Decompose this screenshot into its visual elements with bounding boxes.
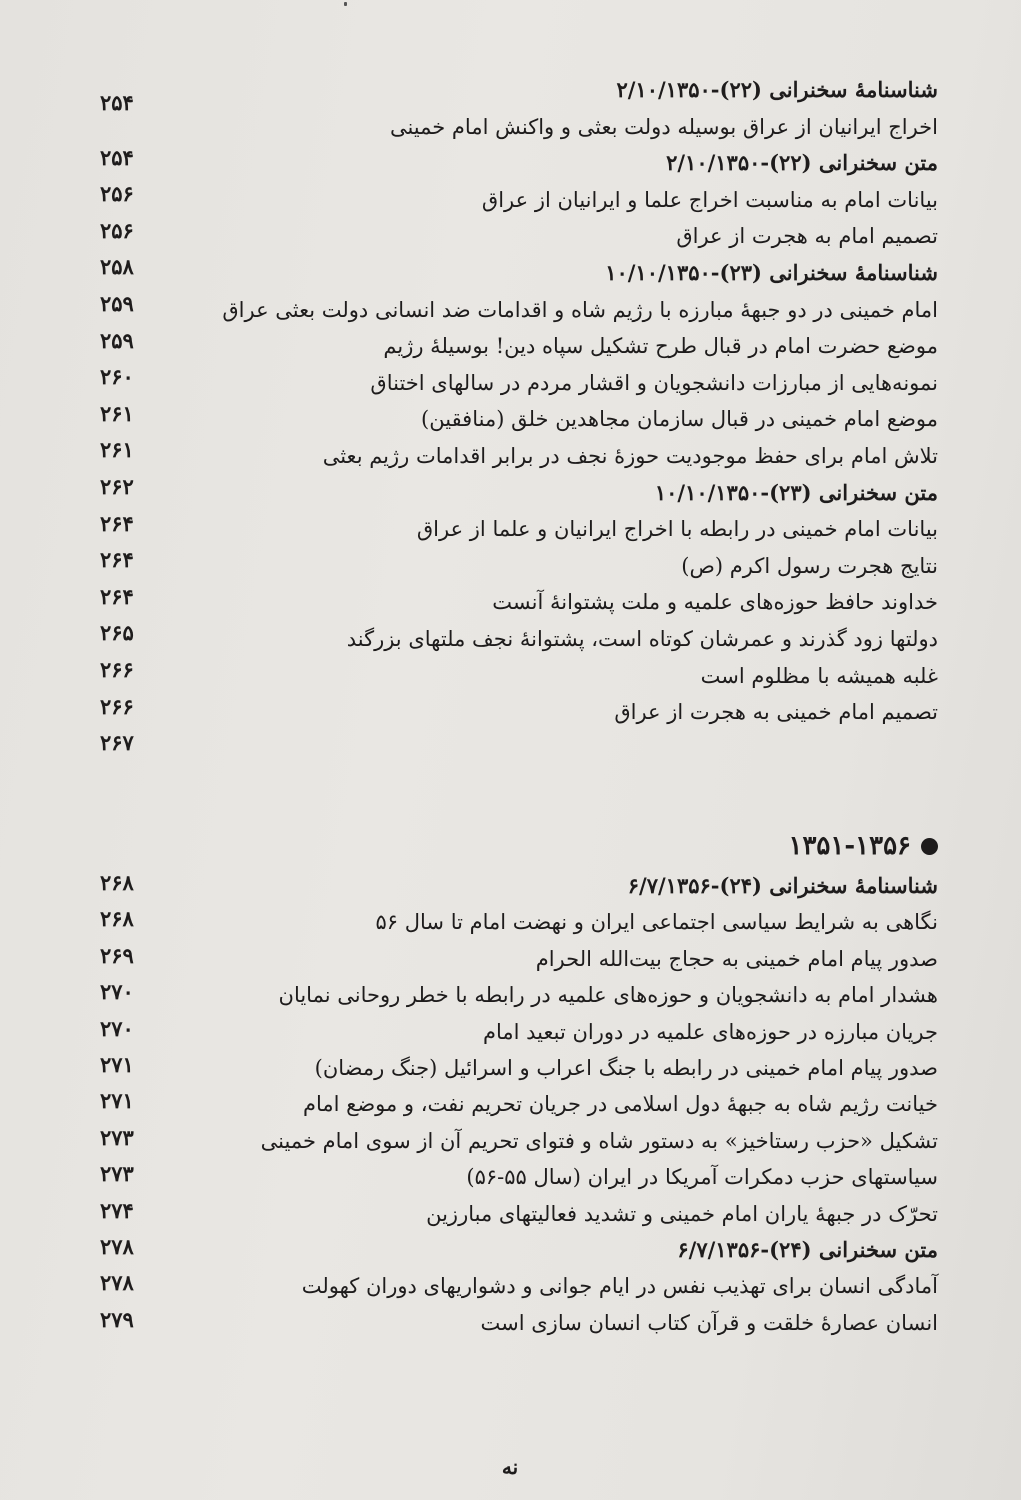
toc-page-number: ۲۷۰ (100, 979, 134, 1005)
toc-entry-title: امام خمینی در دو جبههٔ مبارزه با رژیم شاه و اقدامات ضد انسانی دولت بعثی عراق (222, 297, 938, 322)
toc-entry (90, 1268, 938, 1304)
toc-entry (90, 584, 938, 620)
bullet-icon (921, 838, 938, 855)
toc-entry (90, 218, 938, 254)
toc-entry-title: سیاستهای حزب دمکرات آمریکا در ایران (سال ۵۵-۵۶) (466, 1165, 938, 1190)
toc-entry (90, 1014, 938, 1050)
toc-heading: متن سخنرانی (۲۴)-۶/۷/۱۳۵۶ (677, 1237, 938, 1262)
toc-page-number: ۲۶۷ (100, 730, 134, 756)
toc-page-number: ۲۶۸ (100, 870, 134, 895)
toc-page-number: ۲۵۶ (100, 217, 134, 243)
toc-heading: متن سخنرانی (۲۳)-۱۰/۱۰/۱۳۵۰ (654, 479, 938, 505)
toc-entry-title: تصمیم امام خمینی به هجرت از عراق (614, 700, 938, 725)
toc-entry (90, 145, 938, 181)
section-label: ۱۳۵۱-۱۳۵۶ (788, 831, 911, 861)
toc-entry-title: غلبه همیشه با مظلوم است (700, 663, 938, 688)
toc-entry-title: تصمیم امام به هجرت از عراق (676, 224, 938, 249)
toc-entry-title: صدور پیام امام خمینی به حجاج بیت‌الله الحرام (535, 946, 938, 971)
toc-page-number: ۲۶۴ (100, 583, 134, 609)
toc-entry (90, 328, 938, 364)
toc-entry-title: موضع امام خمینی در قبال سازمان مجاهدین خلق (منافقین) (421, 407, 938, 432)
section-heading (700, 826, 938, 866)
toc-page-number: ۲۷۴ (100, 1197, 134, 1223)
toc-entry-title: نتایج هجرت رسول اکرم (ص) (681, 553, 938, 578)
toc-entry (90, 1196, 938, 1232)
toc-entry-title: انسان عصارهٔ خلقت و قرآن کتاب انسان سازی است (480, 1310, 938, 1335)
toc-entry (90, 438, 938, 474)
toc-entry (90, 1086, 938, 1122)
toc-entry (90, 941, 938, 977)
toc-entry-title: تشکیل «حزب رستاخیز» به دستور شاه و فتوای تحریم آن از سوی امام خمینی (260, 1128, 938, 1153)
toc-entry-title: نمونه‌هایی از مبارزات دانشجویان و اقشار مردم در سالهای اختناق (370, 370, 938, 395)
toc-entry (90, 977, 938, 1013)
toc-heading: شناسنامهٔ سخنرانی (۲۲)-۲/۱۰/۱۳۵۰ (616, 77, 938, 102)
toc-page-number: ۲۶۴ (100, 510, 134, 536)
toc-page-number: ۲۶۰ (100, 364, 134, 390)
toc-entry-title: دولتها زود گذرند و عمرشان کوتاه است، پشتوانهٔ نجف ملتهای بزرگند (346, 627, 938, 651)
toc-page-number: ۲۷۸ (100, 1270, 134, 1296)
toc-entry (90, 868, 938, 904)
toc-entry (90, 658, 938, 694)
toc-entry (90, 1305, 938, 1341)
toc-entry-title: تحرّک در جبههٔ یاران امام خمینی و تشدید فعالیتهای مبارزین (426, 1201, 938, 1226)
toc-entry-title: بیانات امام خمینی در رابطه با اخراج ایرانیان و علما از عراق (416, 517, 938, 542)
toc-entry (90, 548, 938, 584)
toc-page-number: ۲۶۵ (100, 620, 134, 646)
toc-entry (90, 475, 938, 511)
toc-page-number: ۲۷۰ (100, 1015, 134, 1041)
toc-page-number: ۲۵۸ (100, 254, 134, 280)
toc-page-number: ۲۶۸ (100, 906, 134, 932)
toc-entry (90, 72, 938, 108)
toc-page-number: ۲۷۱ (100, 1088, 134, 1114)
toc-entry-title: هشدار امام به دانشجویان و حوزه‌های علمیه در رابطه با خطر روحانی نمایان (278, 983, 938, 1008)
toc-page-number: ۲۶۱ (100, 437, 134, 463)
toc-page-number: ۲۷۸ (100, 1234, 134, 1259)
toc-page-number: ۲۶۹ (100, 942, 134, 968)
toc-page-number: ۲۵۹ (100, 327, 134, 353)
toc-entry (90, 182, 938, 218)
toc-heading: شناسنامهٔ سخنرانی (۲۳)-۱۰/۱۰/۱۳۵۰ (605, 260, 938, 285)
toc-page-number: ۲۶۴ (100, 547, 134, 573)
toc-entry (90, 621, 938, 657)
toc-page-number: ۲۷۳ (100, 1161, 134, 1187)
toc-entry-title: اخراج ایرانیان از عراق بوسیله دولت بعثی و واکنش امام خمینی (389, 114, 938, 139)
toc-entry (90, 401, 938, 437)
toc-entry (90, 694, 938, 730)
toc-entry (90, 365, 938, 401)
toc-entry (90, 292, 938, 328)
toc-entry (90, 109, 938, 145)
toc-entry-title: تلاش امام برای حفظ موجودیت حوزهٔ نجف در برابر اقدامات رژیم بعثی (322, 444, 938, 468)
toc-entry (90, 1159, 938, 1195)
toc-page-number: ۲۵۴ (100, 144, 134, 170)
toc-heading: متن سخنرانی (۲۲)-۲/۱۰/۱۳۵۰ (666, 150, 938, 176)
toc-heading: شناسنامهٔ سخنرانی (۲۴)-۶/۷/۱۳۵۶ (627, 873, 938, 898)
toc-entry-title: جریان مبارزه در حوزه‌های علمیه در دوران تبعید امام (482, 1019, 938, 1044)
toc-entry (90, 1050, 938, 1086)
toc-entry (90, 511, 938, 547)
toc-entry-title: خیانت رژیم شاه به جبههٔ دول اسلامی در جریان تحریم نفت، و موضع امام (302, 1092, 938, 1117)
toc-entry (90, 255, 938, 291)
toc-entry (90, 904, 938, 940)
toc-page-number: ۲۶۲ (100, 474, 134, 499)
toc-entry-title: خداوند حافظ حوزه‌های علمیه و ملت پشتوانهٔ آنست (492, 590, 938, 615)
toc-entry-title: بیانات امام به مناسبت اخراج علما و ایرانیان از عراق (481, 187, 938, 212)
toc-entry (90, 1232, 938, 1268)
toc-page-number: ۲۶۶ (100, 657, 134, 682)
toc-page-number: ۲۷۱ (100, 1052, 134, 1077)
scan-mark (344, 2, 347, 6)
toc-entry-title: موضع حضرت امام در قبال طرح تشکیل سپاه دین! بوسیلهٔ رژیم (383, 334, 938, 359)
toc-page-number: ۲۵۴ (100, 90, 134, 115)
toc-entry (90, 1123, 938, 1159)
toc-page-number: ۲۶۶ (100, 693, 134, 719)
toc-page-number: ۲۷۳ (100, 1124, 134, 1150)
toc-page-number: ۲۵۶ (100, 181, 134, 207)
toc-page-number: ۲۷۹ (100, 1306, 134, 1332)
page-number: نه (501, 1455, 519, 1479)
toc-entry-title: آمادگی انسان برای تهذیب نفس در ایام جوانی و دشواریهای دوران کهولت (301, 1274, 938, 1299)
toc-page-number: ۲۵۹ (100, 291, 134, 316)
toc-entry-title: نگاهی به شرایط سیاسی اجتماعی ایران و نهضت امام تا سال ۵۶ (375, 910, 938, 935)
toc-page-number: ۲۶۱ (100, 400, 134, 426)
toc-entry-title: صدور پیام امام خمینی در رابطه با جنگ اعراب و اسرائیل (جنگ رمضان) (314, 1056, 938, 1080)
